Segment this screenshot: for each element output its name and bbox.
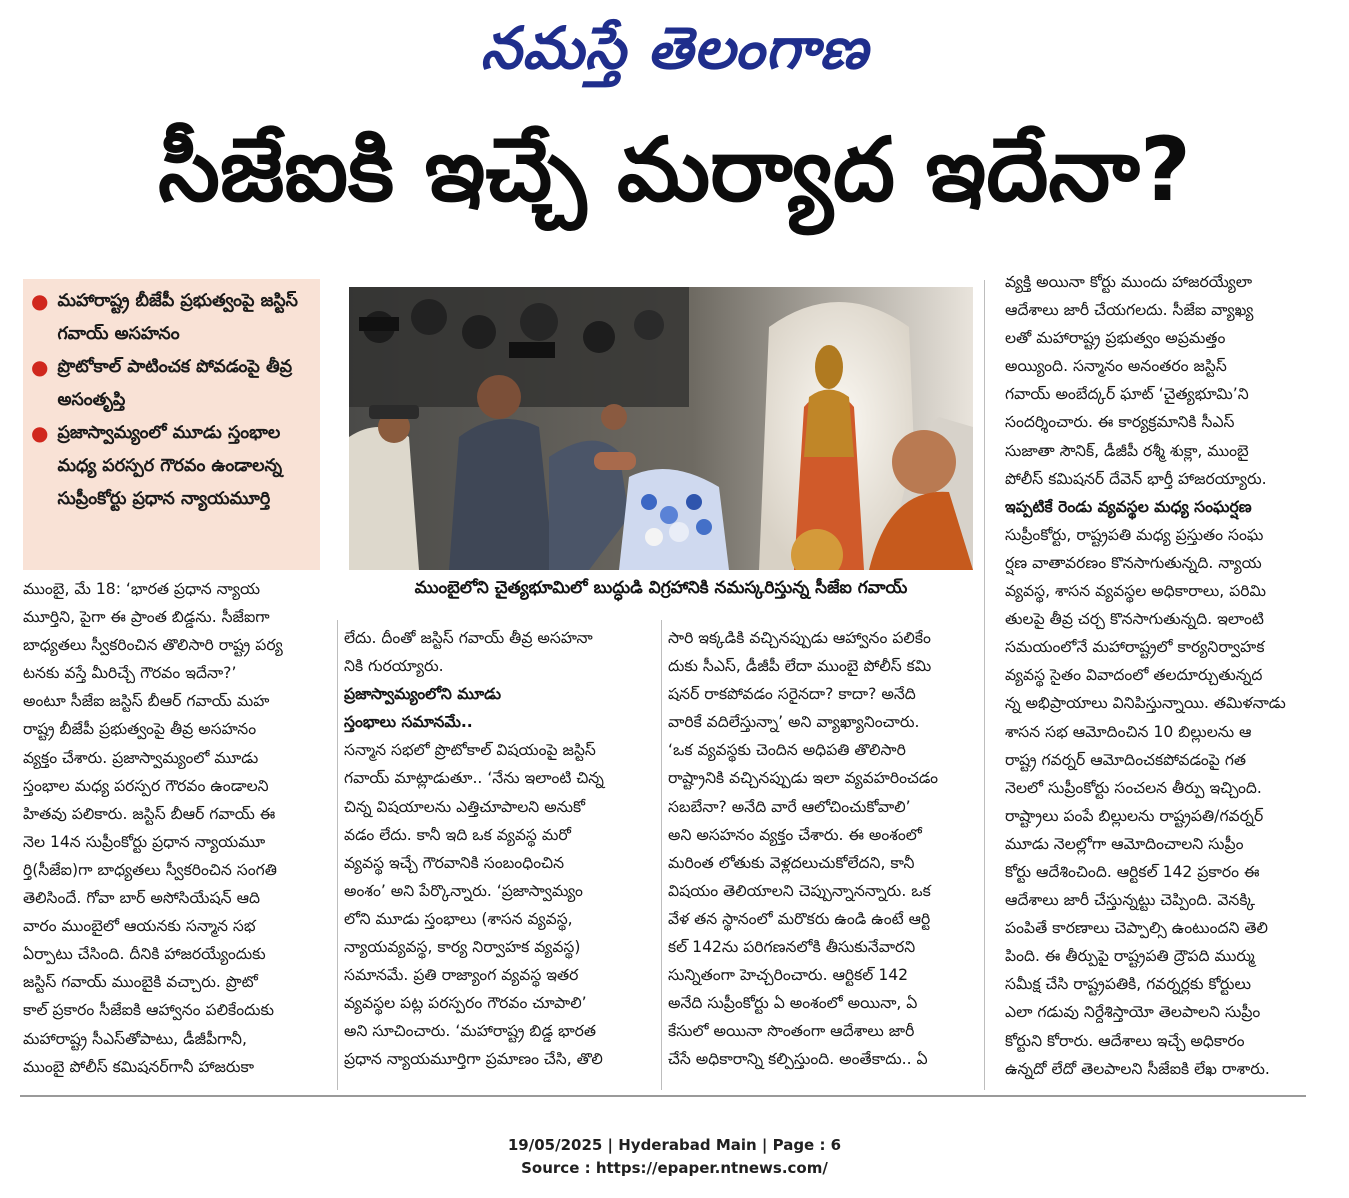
article-line: చిన్న విషయాలను ఎత్తిచూపాలని అనుకో [344,797,586,816]
article-line: కల్ 142ను పరిగణనలోకి తీసుకునేవారని [668,938,916,957]
article-column-2 [344,624,656,1074]
article-line: వ్యవస్థ, శాసన వ్యవస్థల అధికారాలు, పరిమి [1005,582,1267,601]
news-photo [349,287,973,570]
article-line: వ్యవస్థ ఇచ్చే గౌరవానికి సంబంధించిన [344,853,565,872]
article-line: ఉన్నదో లేదో తెలపాలని సీజేఐకి లేఖ రాశారు. [1005,1059,1270,1078]
article-line: ఎలా గడువు నిర్దేశిస్తాయో తెలపాలని సుప్రీం [1005,1003,1261,1022]
article-line: గవాయ్ మాట్లాడుతూ.. ‘నేను ఇలాంటి చిన్న [344,769,604,788]
article-line: న్యాయవ్యవస్థ, కార్య నిర్వాహక వ్యవస్థ) [344,938,581,957]
article-line: ముంబై పోలీస్ కమిషనర్‌గానీ హాజరుకా [23,1057,255,1076]
article-line: కోర్టు ఆదేశించింది. ఆర్టికల్ 142 ప్రకారం ఈ [1005,862,1260,881]
article-line: సున్నితంగా హెచ్చరించారు. ఆర్టికల్ 142 [668,966,909,985]
page-bottom-rule [20,1095,1306,1097]
article-line: సమయంలోనే మహారాష్ట్రలో కార్యనిర్వాహక [1005,638,1265,657]
article-line: వడం లేదు. కానీ ఇది ఒక వ్యవస్థ మరో [344,825,571,844]
photo-caption: ముంబైలోని చైత్యభూమిలో బుద్ధుడి విగ్రహానికి నమస్కరిస్తున్న సీజేఐ గవాయ్ [414,578,908,598]
article-line: తెలిసిందే. గోవా బార్ అసోసియేషన్ ఆది [23,889,261,908]
article-line: అని అసహనం వ్యక్తం చేశారు. ఈ అంశంలో [668,825,922,844]
article-line: ర్తి(సీజేఐ)గా బాధ్యతలు స్వీకరించిన సంగతి [23,860,277,879]
highlight-text: మహారాష్ట్ర బీజేపీ ప్రభుత్వంపై జస్టిస్ గవాయ్ అసహనం [57,291,298,344]
article-line: ముంబై, మే 18: ‘భారత ప్రధాన న్యాయ [23,580,261,598]
article-line: లోని మూడు స్తంభాలు (శాసన వ్యవస్థ, [344,909,573,928]
masthead-logo: నమస్తే తెలంగాణ [480,14,869,82]
article-line: వ్యక్తి అయినా కోర్టు ముందు హాజరయ్యేలా [1005,273,1253,291]
article-line: ఆదేశాలు జారీ చేయగలదు. సీజేఐ వ్యాఖ్య [1005,301,1254,320]
article-line: సమానమే. ప్రతి రాజ్యాంగ వ్యవస్థ ఇతర [344,966,579,985]
sub-heading: స్తంభాలు సమానమే.. [344,713,473,732]
article-line: రాష్ట్రానికి వచ్చినప్పుడు ఇలా వ్యవహరించడం [668,769,939,788]
article-line: ఏర్పాటు చేసింది. దీనికి హాజరయ్యేందుకు [23,945,266,964]
article-line: లతో మహారాష్ట్ర ప్రభుత్వం అప్రమత్తం [1005,329,1226,348]
article-line: మరింత లోతుకు వెళ్లదలుచుకోలేదని, కానీ [668,853,915,872]
article-line: వ్యవస్థల పట్ల పరస్పరం గౌరవం చూపాలి’ [344,994,587,1013]
highlight-item [31,285,314,351]
article-line: చేసే అధికారాన్ని కల్పిస్తుంది. అంతేకాదు.. ఏ [668,1050,928,1069]
page-headline: సీజేఐకి ఇచ్చే మర్యాద ఇదేనా? [158,118,1191,221]
article-line: నెలలో సుప్రీంకోర్టు సంచలన తీర్పు ఇచ్చింది. [1005,778,1262,797]
article-column-3 [668,624,978,1074]
footer-date-edition: 19/05/2025 | Hyderabad Main | Page : 6 [507,1136,842,1154]
article-line: కోర్టుని కోరారు. ఆదేశాలు ఇచ్చే అధికారం [1005,1031,1245,1050]
article-line: కాల్ ప్రకారం సీజేఐకి ఆహ్వానం పలికేందుకు [23,1001,275,1020]
article-column-4 [1005,268,1305,1083]
article-line: ర్షణ వాతావరణం కొనసాగుతున్నది. న్యాయ [1005,553,1262,572]
article-line: సారి ఇక్కడికి వచ్చినప్పుడు ఆహ్వానం పలికేం [668,629,931,647]
article-line: నెల 14న సుప్రీంకోర్టు ప్రధాన న్యాయమూ [23,832,266,851]
footer-source-link[interactable]: Source : https://epaper.ntnews.com/ [521,1159,828,1177]
article-line: కేసులో అయినా సొంతంగా ఆదేశాలు జారీ [668,1022,915,1041]
article-line: లేదు. దీంతో జస్టిస్ గవాయ్ తీవ్ర అసహనా [344,629,593,647]
article-line: వేళ తన స్థానంలో మరొకరు ఉండి ఉంటే ఆర్టి [668,909,931,928]
article-line: సుప్రీంకోర్టు, రాష్ట్రపతి మధ్య ప్రస్తుతం సంఘ [1005,525,1264,544]
highlight-text: ప్రజాస్వామ్యంలో మూడు స్తంభాల మధ్య పరస్పర గౌరవం ఉండాలన్న సుప్రీంకోర్టు ప్రధాన న్యాయమూర్తి [57,423,283,509]
article-line: అంశం’ అని పేర్కొన్నారు. ‘ప్రజాస్వామ్యం [344,881,583,900]
article-column-1 [23,575,331,1081]
article-line: దుకు సీఎస్, డీజీపీ లేదా ముంబై పోలీస్ కమి [668,657,932,676]
article-line: మహారాష్ట్ర సీఎస్‌తోపాటు, డీజీపీగానీ, [23,1029,247,1048]
article-line: సుజాతా సౌనిక్, డీజీపీ రశ్మీ శుక్లా, ముంబై [1005,441,1249,460]
article-line: పంపితే కారణాలు చెప్పాల్సి ఉంటుందని తెలి [1005,919,1268,938]
article-line: విషయం తెలియాలని చెప్పున్నానన్నారు. ఒక [668,881,931,900]
column-divider [661,620,662,1090]
article-line: అంటూ సీజేఐ జస్టిస్ బీఆర్ గవాయ్ మహ [23,692,270,711]
article-line: షనర్ రాకపోవడం సరైనదా? కాదా? అనేది [668,685,916,704]
article-line: అని సూచించారు. ‘మహారాష్ట్ర బిడ్డ భారత [344,1022,597,1041]
article-line: మూడు నెలల్లోగా ఆమోదించాలని సుప్రీం [1005,834,1244,853]
highlight-item [31,351,314,417]
bullet-icon: ● [31,355,49,379]
bullet-icon: ● [31,289,49,313]
article-line: ఆదేశాలు జారీ చేస్తున్నట్టు చెప్పింది. వెనక్కి [1005,891,1256,910]
article-line: సమీక్ష చేసి రాష్ట్రపతికి, గవర్నర్లకు కోర్టులు [1005,975,1251,994]
highlights-box [23,279,320,570]
highlight-item [31,417,314,516]
article-line: సందర్శించారు. ఈ కార్యక్రమానికి సీఎస్ [1005,413,1235,432]
article-line: రాష్ట్రాలు పంపే బిల్లులను రాష్ట్రపతి/గవర్నర్ [1005,806,1264,825]
article-line: రాష్ట్ర గవర్నర్ ఆమోదించకపోవడంపై గత [1005,750,1247,769]
article-line: ‘ఒక వ్యవస్థకు చెందిన అధిపతి తొలిసారి [668,741,906,760]
article-line: రాష్ట్ర బీజేపీ ప్రభుత్వంపై తీవ్ర అసహనం [23,720,257,739]
sub-heading: ప్రజాస్వామ్యంలోని మూడు [344,685,502,704]
article-line: వారికే వదిలేస్తున్నా’ అని వ్యాఖ్యానించారు. [668,713,920,732]
article-line: తులపై తీవ్ర చర్చ కొనసాగుతున్నది. ఇలాంటి [1005,610,1264,629]
article-line: బాధ్యతలు స్వీకరించిన తొలిసారి రాష్ట్ర పర్య [23,636,283,655]
article-line: స్తంభాల మధ్య పరస్పర గౌరవం ఉండాలని [23,776,269,795]
article-line: వ్యవస్థ సైతం వివాదంలో తలదూర్చుతున్నద [1005,666,1263,685]
article-line: అనేది సుప్రీంకోర్టు ఏ అంశంలో అయినా, ఏ [668,994,918,1013]
column-divider [337,620,338,1090]
sub-heading: ఇప్పటికే రెండు వ్యవస్థల మధ్య సంఘర్షణ [1005,497,1252,516]
article-line: పోలీస్ కమిషనర్ దేవెన్ భార్తీ హాజరయ్యారు. [1005,469,1267,488]
bullet-icon: ● [31,421,49,445]
article-line: వారం ముంబైలో ఆయనకు సన్మాన సభ [23,917,256,936]
article-line: టనకు వస్తే మీరిచ్చే గౌరవం ఇదేనా?’ [23,664,237,683]
article-line: ప్రధాన న్యాయమూర్తిగా ప్రమాణం చేసి, తొలి [344,1050,603,1069]
article-line: హితవు పలికారు. జస్టిస్ బీఆర్ గవాయ్ ఈ [23,804,276,823]
article-line: శాసన సభ ఆమోదించిన 10 బిల్లులను ఆ [1005,722,1252,741]
highlight-text: ప్రొటోకాల్ పాటించక పోవడంపై తీవ్ర అసంతృప్తి [57,357,293,410]
article-line: జస్టిస్ గవాయ్ ముంబైకి వచ్చారు. ప్రొటో [23,973,258,992]
article-line: అయ్యింది. సన్మానం అనంతరం జస్టిస్ [1005,357,1227,376]
article-line: వ్యక్తం చేశారు. ప్రజాస్వామ్యంలో మూడు [23,748,259,767]
article-line: పింది. ఈ తీర్పుపై రాష్ట్రపతి ద్రౌపది ముర్ము [1005,947,1255,966]
article-line: న్న అభిప్రాయాలు వినిపిస్తున్నాయి. తమిళనాడు [1005,694,1286,713]
article-line: నికి గురయ్యారు. [344,657,444,676]
article-line: మూర్తిని, పైగా ఈ ప్రాంత బిడ్డను. సీజేఐగా [23,608,270,627]
article-line: సబబేనా? అనేది వారే ఆలోచించుకోవాలి’ [668,797,911,816]
article-line: సన్మాన సభలో ప్రొటోకాల్ విషయంపై జస్టిస్ [344,741,596,760]
article-line: గవాయ్ అంబేద్కర్ ఘాట్ ‘చైత్యభూమి’ని [1005,385,1249,404]
column-divider [984,280,985,1090]
